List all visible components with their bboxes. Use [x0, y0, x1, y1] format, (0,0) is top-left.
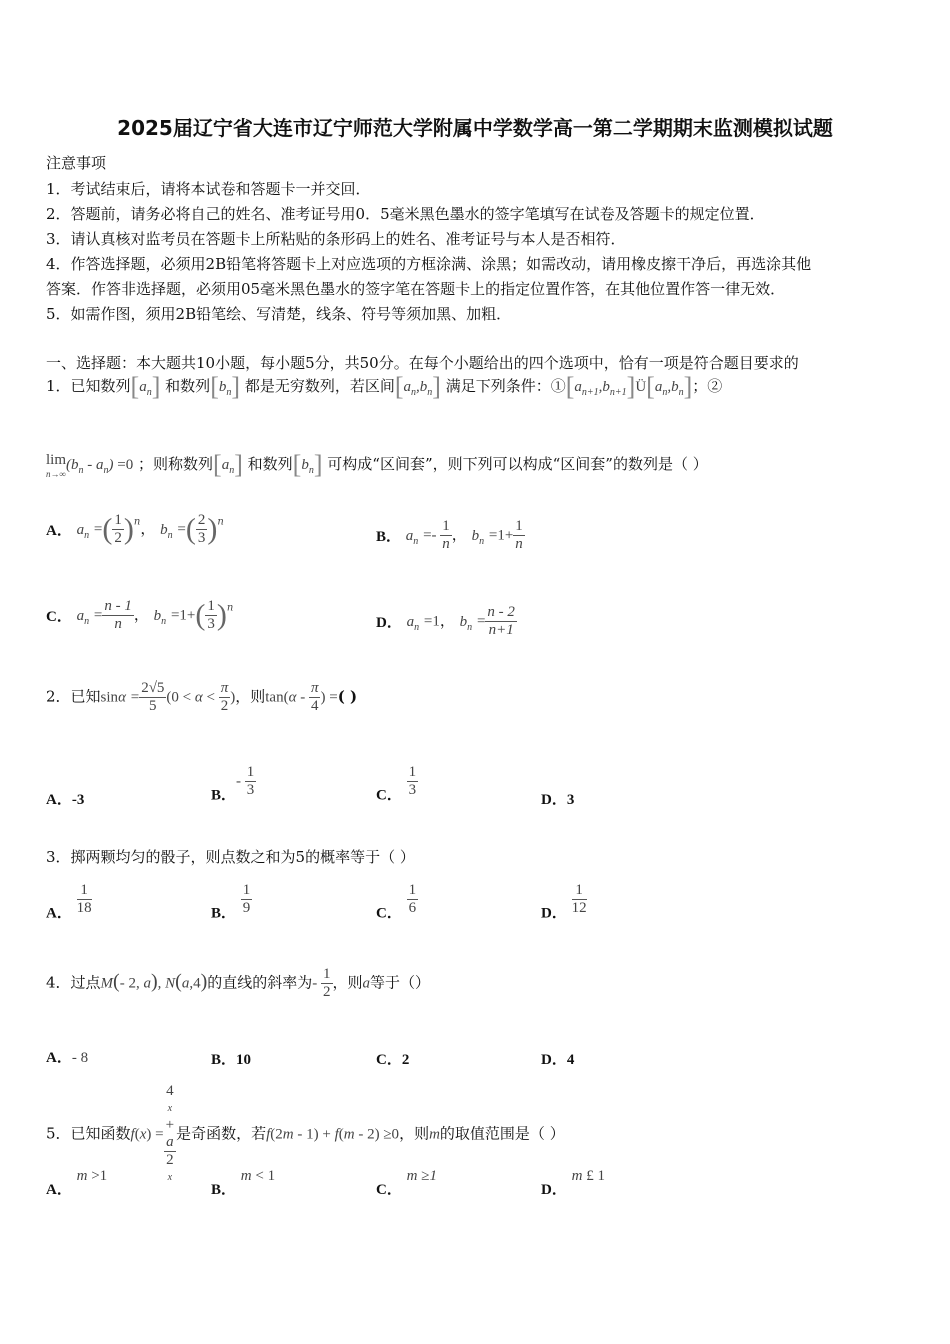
q5-option-c[interactable]: C． m ≥1 — [376, 1168, 437, 1198]
notice-item: 4．作答选择题，必须用2B铅笔将答题卡上对应选项的方框涂满、涂黑；如需改动，请用橡皮擦干净后，再选涂其他 — [46, 255, 812, 273]
q4-option-a[interactable]: A．- 8 — [46, 1050, 89, 1066]
page-title: 2025届辽宁省大连市辽宁师范大学附属中学数学高一第二学期期末监测模拟试题 — [117, 116, 833, 140]
question-4: 4．过点M(- 2, a), N(a,4)的直线的斜率为- $\frac{1}{2}$ ，则a等于（） — [46, 966, 431, 1000]
q1-option-d[interactable]: D． $a_n =1$， $b_n$ = $\frac{n - 2}{n+1}$ — [376, 604, 515, 638]
question-1-line-1: 1．已知数列$[a_n]$ 和数列$[b_n]$ 都是无穷数列，若区间$[a_n,b_n]$ 满足下列条件：$①[a_{n+1},b_{n+1}]Ü[a_n,b_n]$；② — [46, 372, 723, 401]
question-3: 3．掷两颗均匀的骰子，则点数之和为5的概率等于（ ） — [46, 848, 415, 866]
q3-option-b[interactable]: B． $\frac{1}{9}$ — [211, 882, 251, 922]
q1-option-b[interactable]: B． $a_n$ =- $\frac{1}{n}$ ， $b_n =1+$ $\frac{1}{n}$ — [376, 518, 523, 552]
q3-option-a[interactable]: A． $\frac{1}{18}$ — [46, 882, 92, 922]
notice-item: 5．如需作图，须用2B铅笔绘、写清楚，线条、符号等须加黑、加粗． — [46, 305, 512, 323]
q5-option-a[interactable]: A． m >1 — [46, 1168, 108, 1198]
q3-option-c[interactable]: C． $\frac{1}{6}$ — [376, 882, 417, 922]
q5-option-d[interactable]: D． m £ 1 — [541, 1168, 605, 1198]
q2-option-b[interactable]: B．- $\frac{1}{3}$ — [211, 764, 255, 804]
section-heading: 一、选择题：本大题共10小题，每小题5分，共50分。在每个小题给出的四个选项中，恰有一项是符合题目要求的 — [46, 354, 799, 372]
notice-item: 2．答题前，请务必将自己的姓名、准考证号用0．5毫米黑色墨水的签字笔填写在试卷及答题卡的规定位置． — [46, 205, 765, 223]
q1-option-a[interactable]: A． $a_n$ =( $\frac{1}{2}$ )$^n$， $b_n$ =( $\frac{2}{3}$ )$^n$ — [46, 512, 224, 546]
question-2: 2．已知sinα = $\frac{2√5}{5}$ (0 < α < $\frac{\pi}{2}$ )，则tan(α - $\frac{\pi}{4}$ ) =( ) — [46, 680, 358, 714]
question-5: 5．已知函数f(x) = 4 x + a 2 x 是奇函数，若f(2m - 1) + f(m - 2) ≥0，则m的取值范围是（ ） — [46, 1083, 565, 1183]
q4-option-c[interactable]: C．2 — [376, 1052, 410, 1068]
q2-option-c[interactable]: C． $\frac{1}{3}$ — [376, 764, 417, 804]
q5-option-b[interactable]: B． m < 1 — [211, 1168, 276, 1198]
q4-option-b[interactable]: B．10 — [211, 1052, 252, 1068]
notice-item: 1．考试结束后，请将本试卷和答题卡一并交回． — [46, 180, 371, 198]
q3-option-d[interactable]: D． $\frac{1}{12}$ — [541, 882, 587, 922]
q2-option-d[interactable]: D．3 — [541, 792, 575, 808]
notice-item: 答案．作答非选择题，必须用05毫米黑色墨水的签字笔在答题卡上的指定位置作答，在其他位置作答一律无效． — [46, 280, 786, 298]
q2-option-a[interactable]: A．-3 — [46, 792, 85, 808]
q4-option-d[interactable]: D．4 — [541, 1052, 575, 1068]
notice-heading: 注意事项 — [46, 154, 107, 172]
q1-option-c[interactable]: C． $a_n$ = $\frac{n - 1}{n}$ ， $b_n =1+$( $\frac{1}{3}$ )$^n$ — [46, 598, 234, 632]
notice-item: 3．请认真核对监考员在答题卡上所粘贴的条形码上的姓名、准考证号与本人是否相符． — [46, 230, 626, 248]
question-1-line-2: lim n→∞ $(b_n - a_n) =0$ ；则称数列$[a_n]$ 和数列$[b_n]$ 可构成“区间套”，则下列可以构成“区间套”的数列是（ ） — [46, 450, 708, 479]
